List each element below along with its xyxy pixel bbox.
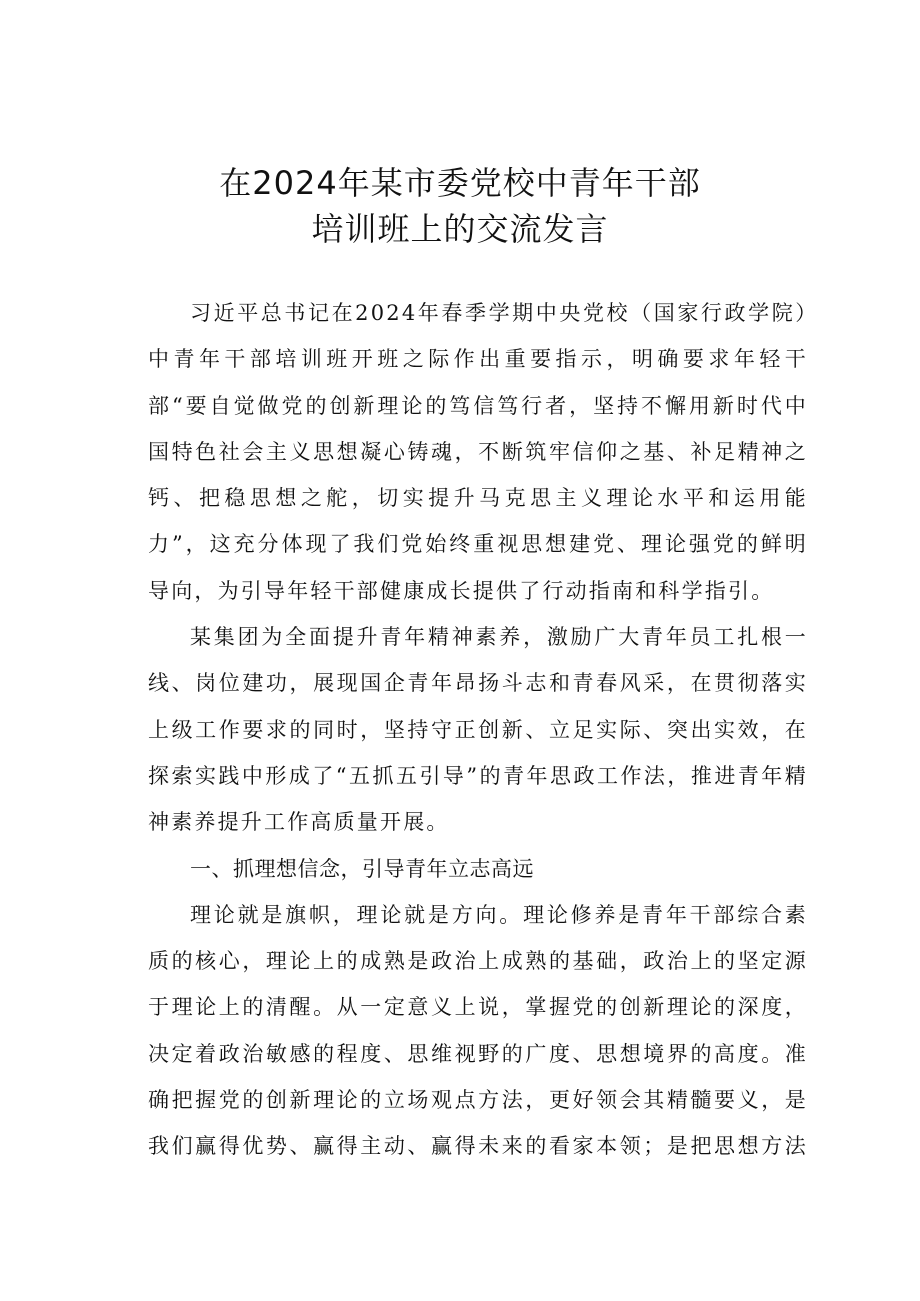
document-title-line-2: 培训班上的交流发言: [311, 210, 609, 248]
section-heading-1: 一、抓理想信念，引导青年立志高远: [190, 856, 534, 881]
document-body: [148, 290, 808, 1170]
paragraph-2: 某集团为全面提升青年精神素养，激励广大青年员工扎根一线、岗位建功，展现国企青年昂扬斗志和青春风采，在贯彻落实上级工作要求的同时，坚持守正创新、立足实际、突出实效，在探索实践中形成了“五抓五引导”的青年思政工作法，推进青年精神素养提升工作高质量开展。: [148, 625, 808, 835]
paragraph-3: 理论就是旗帜，理论就是方向。理论修养是青年干部综合素质的核心，理论上的成熟是政治上成熟的基础，政治上的坚定源于理论上的清醒。从一定意义上说，掌握党的创新理论的深度，决定着政治敏感的程度、思维视野的广度、思想境界的高度。准确把握党的创新理论的立场观点方法，更好领会其精髓要义，是我们赢得优势、赢得主动、赢得未来的看家本领；是把思想方法: [148, 902, 808, 1159]
document-title-line-1: 在2024年某市委党校中青年干部: [219, 164, 701, 202]
paragraph-1: 习近平总书记在2024年春季学期中央党校（国家行政学院）中青年干部培训班开班之际作出重要指示，明确要求年轻干部“要自觉做党的创新理论的笃信笃行者，坚持不懈用新时代中国特色社会主义思想凝心铸魂，不断筑牢信仰之基、补足精神之钙、把稳思想之舵，切实提升马克思主义理论水平和运用能力”，这充分体现了我们党始终重视思想建党、理论强党的鲜明导向，为引导年轻干部健康成长提供了行动指南和科学指引。: [148, 301, 808, 603]
